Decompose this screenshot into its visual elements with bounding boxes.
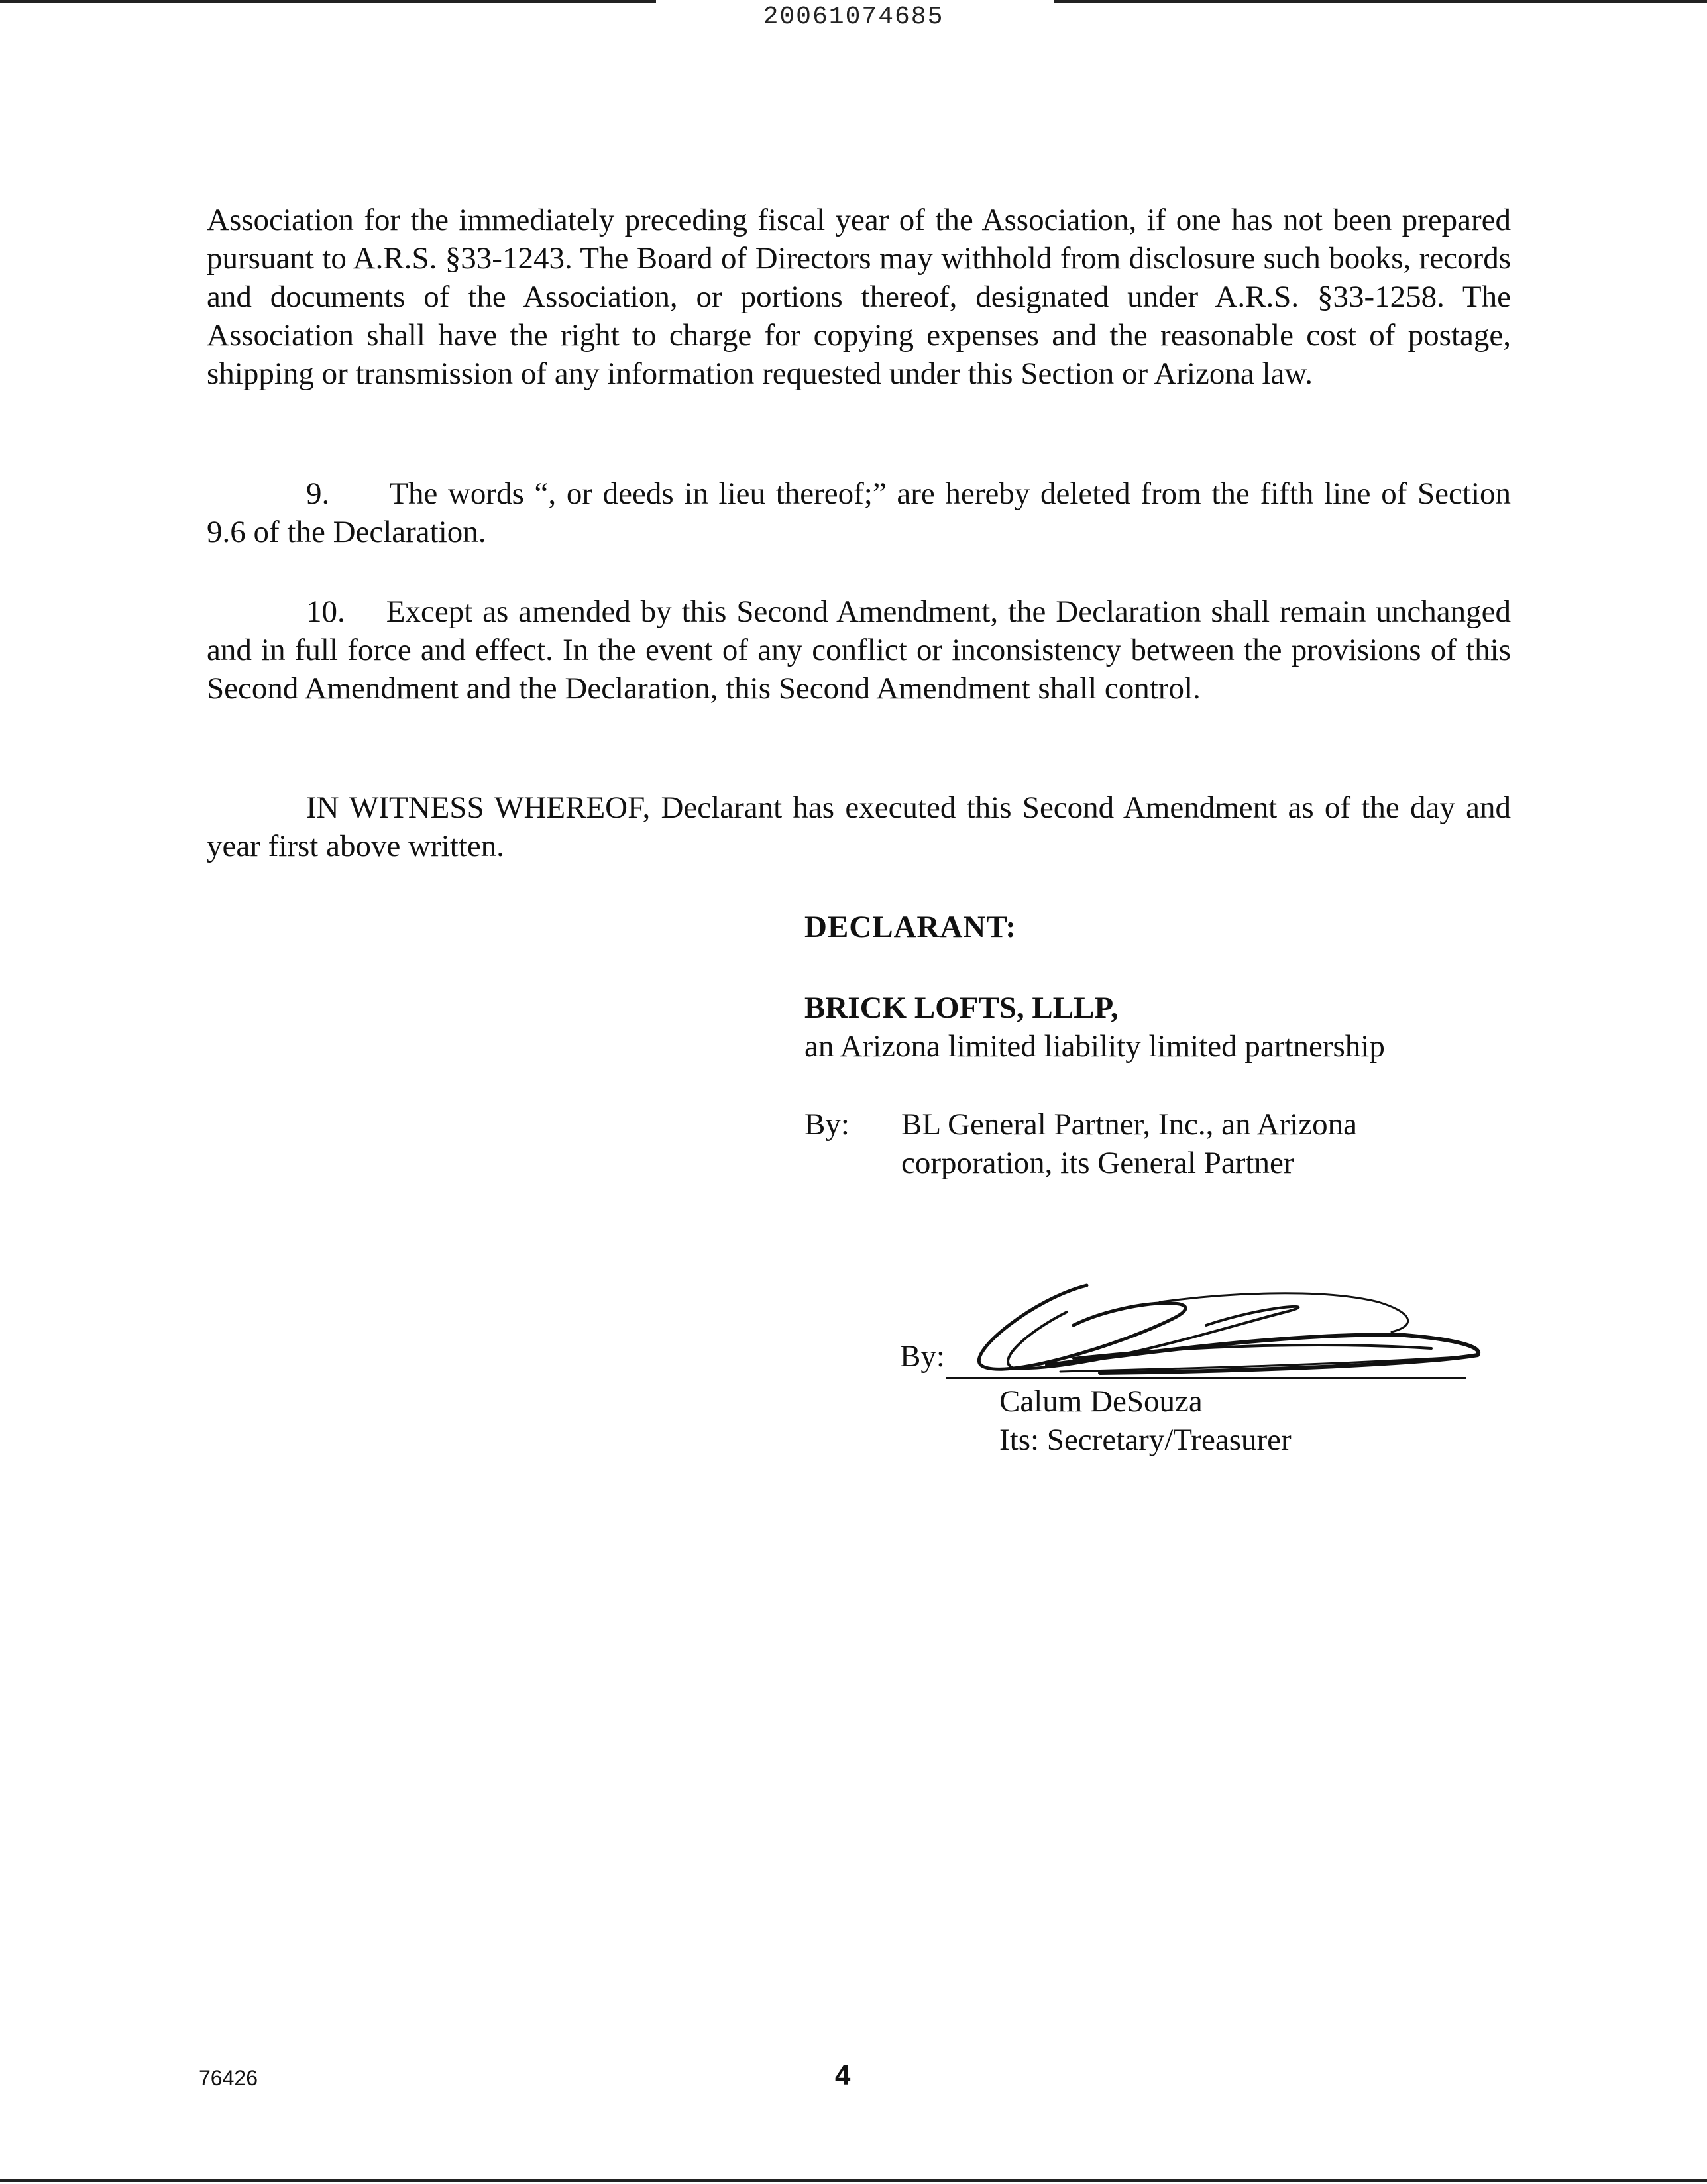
by-label: By: bbox=[900, 1339, 945, 1374]
item-10-text: Except as amended by this Second Amendment, the Declaration shall remain unchanged and in full force and effect. In the event of any conflict or inconsistency between the provisions of this Second Amendment and the Declaration, this Second Amendment shall control. bbox=[207, 594, 1511, 706]
witness-text: IN WITNESS WHEREOF, Declarant has executed this Second Amendment as of the day and year first above written. bbox=[207, 791, 1511, 863]
entity-description: an Arizona limited liability limited partnership bbox=[804, 1029, 1385, 1064]
item-9-text: The words “, or deeds in lieu thereof;” are hereby deleted from the fifth line of Section 9.6 of the Declaration. bbox=[207, 476, 1511, 549]
signer-name: Calum DeSouza bbox=[999, 1384, 1203, 1419]
item-9-number: 9. bbox=[306, 476, 330, 511]
paragraph-continued-text: Association for the immediately preceding fiscal year of the Association, if one has not been prepared pursuant to A.R.S. §33-1243. The Board of Directors may withhold from disclosure such books, records and documents of the Association, or portions thereof, designated under A.R.S. §33-1258. The Association shall have the right to charge for copying expenses and the reasonable cost of postage, shipping or transmission of any information requested under this Section or Arizona law. bbox=[207, 203, 1511, 391]
scan-bottom-rule bbox=[0, 2179, 1707, 2182]
paragraph-item-10 bbox=[207, 592, 1511, 708]
general-partner-line-1: BL General Partner, Inc., an Arizona bbox=[901, 1107, 1358, 1142]
handwritten-signature bbox=[954, 1272, 1498, 1385]
page-number: 4 bbox=[835, 2059, 851, 2091]
paragraph-continued bbox=[207, 201, 1511, 393]
entity-name: BRICK LOFTS, LLLP, bbox=[804, 991, 1119, 1025]
item-10-number: 10. bbox=[306, 594, 345, 629]
signature-line bbox=[946, 1377, 1466, 1379]
by-label: By: bbox=[804, 1107, 850, 1142]
paragraph-witness bbox=[207, 789, 1511, 865]
declarant-label: DECLARANT: bbox=[804, 910, 1017, 944]
general-partner-text bbox=[901, 1105, 1498, 1182]
footer-document-id: 76426 bbox=[199, 2066, 258, 2090]
general-partner-line-2: corporation, its General Partner bbox=[901, 1146, 1294, 1180]
recording-number: 20061074685 bbox=[763, 3, 944, 31]
signature-by-row bbox=[900, 1337, 945, 1376]
paragraph-item-9 bbox=[207, 474, 1511, 551]
signer-title: Its: Secretary/Treasurer bbox=[999, 1423, 1292, 1457]
